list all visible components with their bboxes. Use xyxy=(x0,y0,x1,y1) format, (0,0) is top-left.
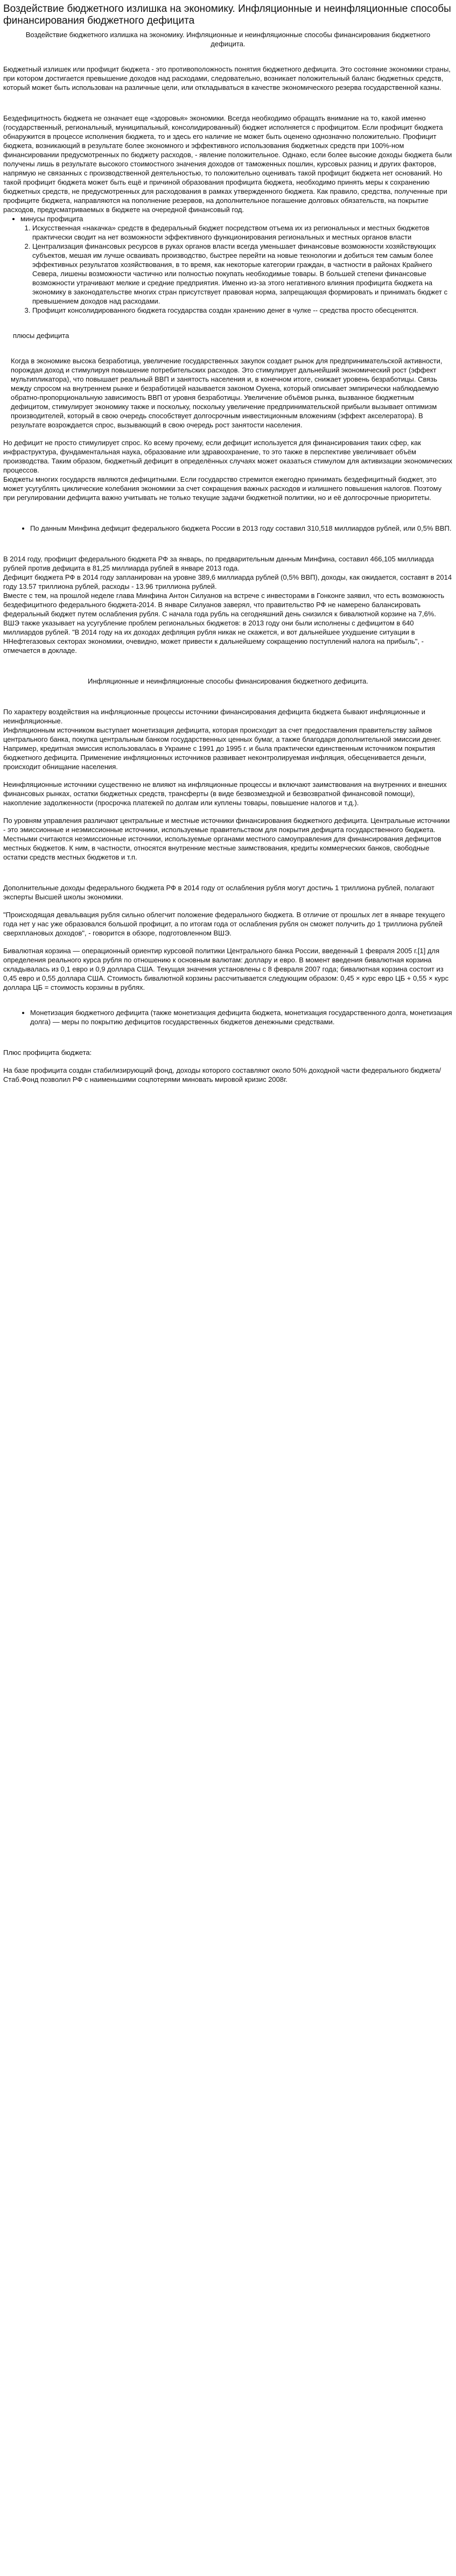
section2-title: Инфляционные и неинфляционные способы финансирования бюджетного дефицита. xyxy=(88,677,368,685)
minfin-item: • По данным Минфина дефицит федерального бюджета России в 2013 году составил 310,518 миллиардов рублей, или 0,5% ВВП. xyxy=(30,524,453,533)
deficit-demand-paragraph: Но дефицит не просто стимулирует спрос. Ко всему прочему, если дефицит используется для финансирования таких сфер, как инфраструктура, фундаментальная наука, образование или здравоохранение, то это также в перспективе увеличивает объём производства. Таким образом, бюджетный дефицит в определённых случаях может оказаться стимулом для активизации экономических процессов. xyxy=(3,439,453,474)
plus-profit-heading: Плюс профицита бюджета: xyxy=(3,1048,92,1057)
automatic-paragraph: Бюджеты многих государств являются дефицитными. Если государство стремится ежегодно принимать бездефицитный бюджет, это может усугублять циклические колебания экономики за счет сокращения важных расходов и излишнего повышения налогов. Поэтому при регулировании дефицита важно учитывать не только текущие задачи бюджетной политики, но и её долгосрочные приоритеты. xyxy=(3,475,442,502)
section2-paragraph-3: Неинфляционные источники существенно не влияют на инфляционные процессы и включают заимствования на внутренних и внешних финансовых рынках, остатки бюджетных средств, трансферты (в виде безвозмездной и безвозвратной финансовой помощи), накопление задолженности (просрочка платежей по долгам или куплены товары, повышение налогов и т.д.). xyxy=(3,780,447,807)
bezdeficit-paragraph: Бездефицитность бюджета не означает еще «здоровья» экономики. Всегда необходимо обращать внимание на то, какой именно (государственный, региональный, муниципальный, консолидированный) бюджет исполняется с профицитом. Если профицит бюджета обнаружится в процессе исполнения бюджета, то и здесь его наличие не может быть оценено однозначно положительно. Профицит бюджета, возникающий в результате более экономного и эффективного использования бюджетных средств при 100%-ном финансировании предусмотренных по бюджету расходов, - явление положительное. Однако, если более высокие доходы бюджета были получены лишь в результате высокого стоимостного значения доходов от таможенных пошлин, курсовых разниц и других факторов, напрямую не связанных с производственной деятельностью, то положительно оценивать такой профицит бюджета нет оснований. Но такой профицит бюджета может быть ещё и причиной образования профицита бюджета, необходимо принять меры к сохранению бюджетных средств, не предусмотренных для расходования в рамках утвержденного бюджета. Как правило, средства, полученные при профиците бюджета, направляются на пополнение резервов, на дополнительное погашение долговых обязательств, на покрытие расходов, предусматриваемых в бюджете на очередной финансовый год. xyxy=(3,114,452,214)
devaluation-paragraph-1: Дополнительные доходы федерального бюджета РФ в 2014 году от ослабления рубля могут достичь 1 триллиона рублей, полагают эксперты Высшей школы экономики. xyxy=(3,884,434,901)
plus-paragraph: Когда в экономике высока безработица, увеличение государственных закупок создает рынок для предпринимательской активности, порождая доход и стимулируя повышение потребительских расходов. Это стимулирует дальнейший экономический рост (эффект мультипликатора), что повышает реальный ВВП и занятость населения и, в конечном итоге, снижает уровень безработицы. Связь между спросом на внутреннем рынке и безработицей называется законом Оукена, который описывает эмпирически наблюдаемую обратно-пропорциональную зависимость ВВП от уровня безработицы. Увеличение объёмов рынка, вызванное бюджетным дефицитом, стимулирует экономику также и поскольку, поскольку увеличение предпринимательской прибыли вызывает оптимизм производителей, который в свою очередь способствует долгосрочным инвестиционным вложениям (эффект акселератора). В результате возрождается спрос, вызывающий в свою очередь рост занятости населения. xyxy=(11,357,443,429)
monetization-item: • Монетизация бюджетного дефицита (также монетизация дефицита бюджета, монетизация государственного долга, монетизация долга) — меры по покрытию дефицитов государственных бюджетов денежными средствами. xyxy=(30,1008,453,1026)
vsh-paragraph: ВШЭ также указывает на усугубление проблем региональных бюджетов: в 2013 году они были исполнены с дефицитом в 640 миллиардов рублей. "В 2014 году на их доходах дефляция рубля никак не скажется, и вот дальнейшее ухудшение ситуации в ННефтегазовых секторах экономики, очевидно, может привести к дальнейшему сокращению поступлений налога на прибыль", - отмечается в докладе. xyxy=(3,619,424,654)
section2-paragraph-4: По уровням управления различают центральные и местные источники финансирования бюджетного дефицита. Центральные источники - это эмиссионные и неэмиссионные источники, используемые правительством для покрытия дефицита государственного бюджета. Местными считаются неэмиссионные источники, используемые органами местного самоуправления для финансирования дефицитов местных бюджетов. К ним, в частности, относятся внутренние местные заимствования, кредиты коммерческих банков, свободные остатки средств местных бюджетов и т.п. xyxy=(3,817,450,861)
minus-item: 3. Профицит консолидированного бюджета государства создан хранению денег в чулке -- средства просто обесценятся. xyxy=(32,306,453,315)
section2-paragraph-1: По характеру воздействия на инфляционные процессы источники финансирования дефицита бюджета бывают инфляционные и неинфляционные. xyxy=(3,708,426,725)
monetization-list xyxy=(3,1008,453,1026)
plus-heading: плюсы дефицита xyxy=(13,332,69,340)
minus-heading: • минусы профицита 1. Искусственная «накачка» средств в федеральный бюджет посредством отъема их из региональных и местных бюджетов практически сводит на нет возможности эффективного функционирования региональных и местных органов власти 2. Централизация финансовых ресурсов в руках органов власти всегда уменьшает финансовые возможности хозяйствующих субъектов, мешая им лучше осваивать производство, быстрее перейти на новые технологии и добиться тем самым более эффективных результатов хозяйствования, в то время, как некоторые категории граждан, в частности в районах Крайнего Севера, лишены возможности частично или полностью покупать необходимые товары. В большей степени финансовые возможности утрачивают мелкие и средние предприятия. Именно из-за этого негативного влияния профицита бюджета на экономику в законодательстве многих стран присутствует правовая норма, запрещающая формировать и принимать бюджет с превышением доходов над расходами. 3. Профицит консолидированного бюджета государства создан хранению денег в чулке -- средства просто обесценятся. xyxy=(20,214,453,315)
section2-paragraph-2: Инфляционным источником выступает монетизация дефицита, которая происходит за счет предоставления правительству займов центрального банка, покупка центральным банком государственных ценных бумаг, а также благодаря дополнительной эмиссии денег. Например, кредитная эмиссия использовалась в Украине с 1991 до 1995 г. и была практически единственным источником покрытия бюджетного дефицита. Применение инфляционных источников развивает неконтролируемая инфляция, обесценивается деньги, происходит обнищание населения. xyxy=(3,726,442,771)
devaluation-paragraph-2: "Происходящая девальвация рубля сильно облегчит положение федерального бюджета. В отличие от прошлых лет в январе текущего года нет у нас уже образовался большой профицит, а по итогам года от ослабления рубля он сможет получить до 1 триллиона рублей сверхплановых доходов", - говорится в обзоре, подготовленном ВШЭ. xyxy=(3,911,445,937)
page-title: Воздействие бюджетного излишка на экономику. Инфляционные и неинфляционные способы финансирования бюджетного дефицита xyxy=(3,3,451,26)
devaluation-paragraph-3: Бивалютная корзина — операционный ориентир курсовой политики Центрального банка России, введенный 1 февраля 2005 г.[1] для определения реального курса рубля по отношению к основным валютам: доллару и евро. В момент введения бивалютная корзина складывалась из 0,1 евро и 0,9 доллара США. Текущая значения установлены с 8 февраля 2007 года; бивалютная корзина состоит из 0,45 евро и 0,55 доллара США. Стоимость бивалютной корзины рассчитывается следующим образом: 0,45 × курс евро ЦБ + 0,55 × курс доллара ЦБ = стоимость корзины в рублях. xyxy=(3,947,449,991)
plus-profit-paragraph: На базе профицита создан стабилизирующий фонд, доходы которого составляют около 50% доходной части федерального бюджета/ Стаб.Фонд позволил РФ с наименьшими соцпотерями миновать мировой кризис 2008г. xyxy=(3,1066,441,1083)
minus-item: 2. Централизация финансовых ресурсов в руках органов власти всегда уменьшает финансовые возможности хозяйствующих субъектов, мешая им лучше осваивать производство, быстрее перейти на новые технологии и добиться тем самым более эффективных результатов хозяйствования, в то время, как некоторые категории граждан, в частности в районах Крайнего Севера, лишены возможности частично или полностью покупать необходимые товары. В большей степени финансовые возможности утрачивают мелкие и средние предприятия. Именно из-за этого негативного влияния профицита бюджета на экономику в законодательстве многих стран присутствует правовая норма, запрещающая формировать и принимать бюджет с превышением доходов над расходами. xyxy=(32,242,453,306)
document-page xyxy=(0,0,456,1089)
surplus-2014-paragraph: В 2014 году, профицит федерального бюджета РФ за январь, по предварительным данным Минфина, составил 466,105 миллиарда рублей против дефицита в 81,25 миллиарда рублей в январе 2013 года. xyxy=(3,555,434,572)
minus-items xyxy=(20,223,453,315)
minus-item: 1. Искусственная «накачка» средств в федеральный бюджет посредством отъема их из региональных и местных бюджетов практически сводит на нет возможности эффективного функционирования региональных и местных органов власти xyxy=(32,223,453,242)
intro-paragraph: Бюджетный излишек или профицит бюджета - это противоположность понятия бюджетного дефицита. Это состояние экономики страны, при котором достигается превышение доходов над расходами, следовательно, возникает положительный баланс бюджетных средств, который может быть использован на различные цели, или откладываться в качестве экономического резерва государственной казны. xyxy=(3,65,451,92)
minfin-list xyxy=(3,524,453,533)
page-subtitle: Воздействие бюджетного излишка на экономику. Инфляционные и неинфляционные способы финансирования бюджетного дефицита. xyxy=(25,31,431,48)
siluanov-paragraph: Вместе с тем, на прошлой неделе глава Минфина Антон Силуанов на встрече с инвесторами в Гонконге заявил, что есть возможность бездефицитного федерального бюджета-2014. В январе Силуанов заверял, что правительство РФ не намерено балансировать федеральный бюджет путем ослабления рубля. С начала года рубль на сегодняшний день снизился к бивалютной корзине на 7,6%. xyxy=(3,592,445,618)
minus-list xyxy=(3,214,453,315)
deficit-plan-paragraph: Дефицит бюджета РФ в 2014 году запланирован на уровне 389,6 миллиарда рублей (0,5% ВВП), доходы, как ожидается, составят в 2014 году 13.57 триллиона рублей, расходы - 13.96 триллиона рублей. xyxy=(3,573,452,590)
